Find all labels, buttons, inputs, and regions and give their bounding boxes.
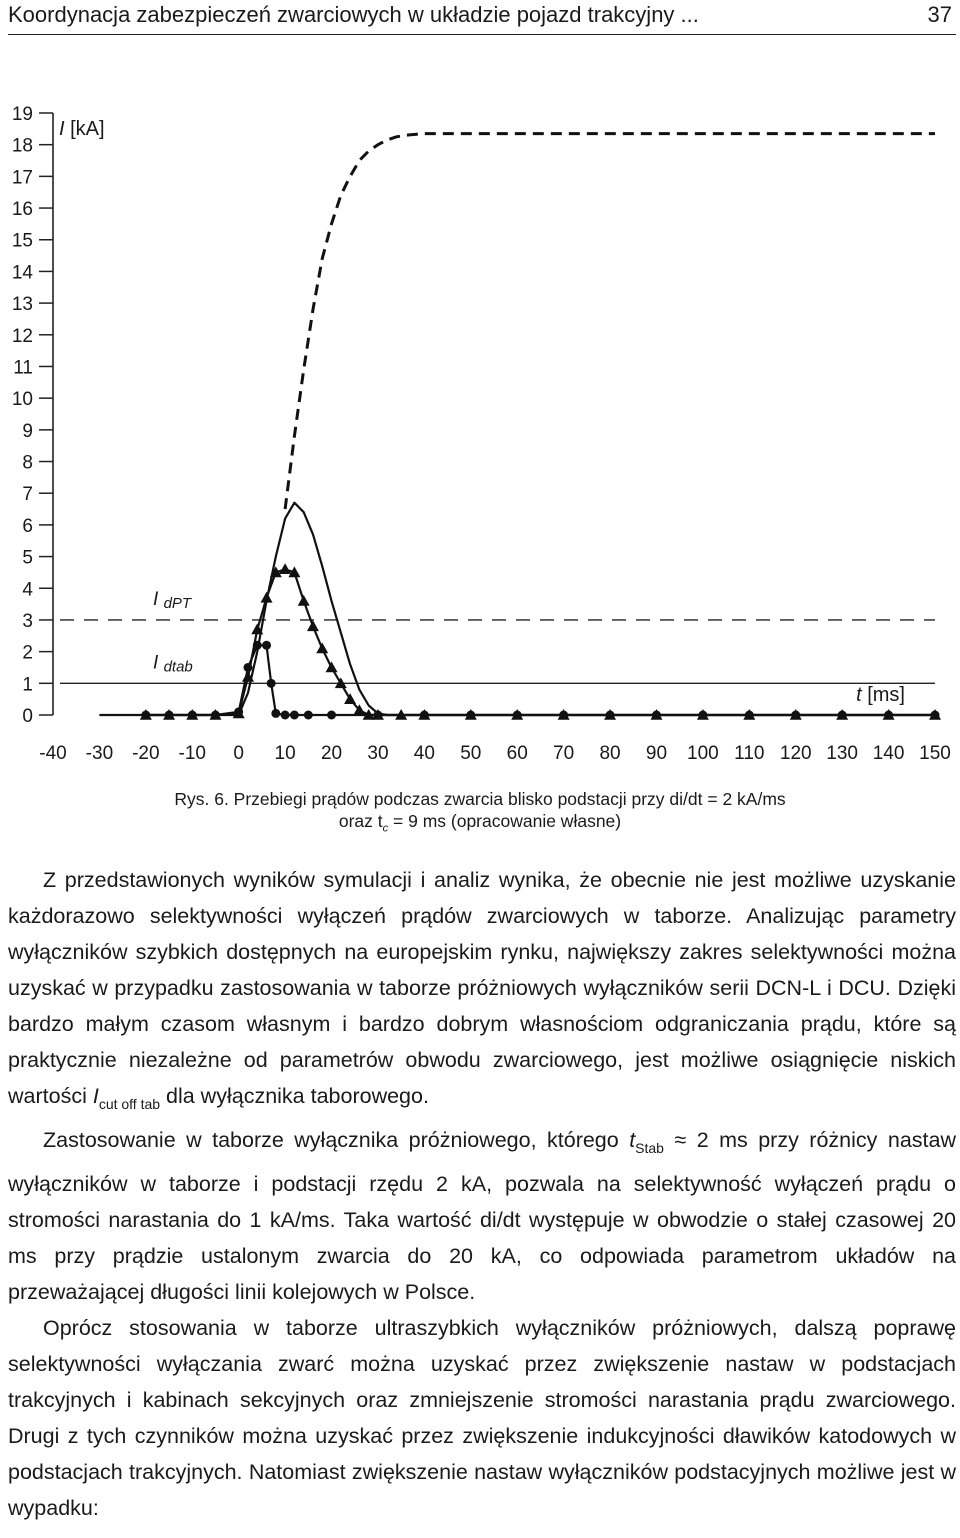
- paragraph-3: Oprócz stosowania w taborze ultraszybkich wyłączników próżniowych, dalszą poprawę selektywności wyłączania zwarć można uzyskać przez zwiększenie nastaw w podstacjach trakcyjnych i kabinach sekcyjnych oraz zmniejszenie stromości narastania prądu zwarciowego. Drugi z tych czynników można uzyskać przez zwiększenie indukcyjności dławików katodowych w podstacjach trakcyjnych. Natomiast zwiększenie nastaw wyłączników podstacyjnych możliwe jest w wypadku:: [8, 1316, 956, 1520]
- paragraph-1-variable: I: [92, 1084, 99, 1108]
- x-tick-label: 120: [779, 743, 812, 764]
- y-tick-label: 13: [11, 294, 33, 316]
- circle-marker: [271, 709, 280, 718]
- paragraph-2-text-b: ≈ 2 ms przy różnicy nastaw wyłączników w taborze i podstacji rzędu 2 kA, pozwala na selektywność wyłączeń prądu o stromości narastania do 1 kA/ms. Taka wartość di/dt występuje w obwodzie o stałej czasowej 20 ms przy prądzie ustalonym zwarcia do 20 kA, co odpowiada parametrom układów na przeważającej długości linii kolejowych w Polsce.: [8, 1128, 956, 1304]
- triangle-marker: [298, 595, 310, 606]
- y-tick-label: 8: [22, 452, 33, 474]
- circle-marker: [838, 711, 847, 720]
- y-tick-label: 7: [22, 484, 33, 506]
- triangle-marker: [344, 693, 356, 704]
- page-number: 37: [927, 2, 952, 27]
- circle-marker: [373, 711, 382, 720]
- paragraph-1-text-b: dla wyłącznika taborowego.: [160, 1084, 429, 1108]
- circle-marker: [791, 711, 800, 720]
- x-tick-label: -20: [132, 743, 160, 764]
- circle-marker: [559, 711, 568, 720]
- paragraph-1-text-a: Z przedstawionych wyników symulacji i analiz wynika, że obecnie nie jest możliwe uzyskanie każdorazowo selektywności wyłączeń prądów zwarciowych w taborze. Analizując parametry wyłączników szybkich dostępnych na europejskim rynku, największy zakres selektywności można uzyskać w przypadku zastosowania w taborze próżniowych wyłączników serii DCN-L i DCU. Dzięki bardzo małym czasom własnym i bardzo dobrym własnościom odgraniczania prądu, które są praktycznie niezależne od parametrów obwodu zwarciowego, jest możliwe osiągnięcie niskich wartości: [8, 868, 956, 1108]
- y-tick-label: 5: [22, 547, 33, 569]
- x-tick-label: 90: [645, 743, 668, 764]
- x-tick-label: 140: [872, 743, 905, 764]
- x-axis-label: t [ms]: [856, 684, 905, 706]
- y-tick-label: 9: [22, 420, 33, 442]
- circle-marker: [141, 711, 150, 720]
- y-tick-label: 6: [22, 515, 33, 537]
- caption-text-b: = 9 ms (opracowanie własne): [388, 811, 622, 831]
- circle-marker: [420, 711, 429, 720]
- y-axis-label: I [kA]: [59, 118, 105, 140]
- circle-marker: [304, 711, 313, 720]
- x-tick-label: 150: [919, 743, 951, 764]
- y-tick-label: 2: [22, 642, 33, 664]
- circle-marker: [165, 711, 174, 720]
- x-tick-label: 100: [687, 743, 719, 764]
- x-tick-label: 40: [413, 743, 435, 764]
- x-tick-label: 110: [734, 743, 765, 764]
- paragraph-2: [8, 1122, 956, 1310]
- paragraph-2-subscript: Stab: [635, 1140, 664, 1156]
- running-header-title: Koordynacja zabezpieczeń zwarciowych w układzie pojazd trakcyjny ...: [8, 2, 699, 27]
- paragraph-1: [8, 862, 956, 1122]
- x-tick-label: 130: [826, 743, 859, 764]
- y-tick-label: 14: [11, 262, 33, 284]
- circle-marker: [234, 707, 243, 716]
- circle-marker: [253, 641, 262, 650]
- y-tick-label: 0: [22, 706, 33, 727]
- x-tick-label: -10: [178, 743, 206, 764]
- x-tick-label: 60: [506, 743, 528, 764]
- y-tick-label: 1: [22, 674, 33, 696]
- x-tick-label: 20: [320, 743, 343, 764]
- running-header: [8, 0, 956, 35]
- paragraph-1-subscript: cut off tab: [98, 1096, 161, 1112]
- series-line-dashed-prospective: [285, 134, 935, 510]
- figure-caption-line-1: Rys. 6. Przebiegi prądów podczas zwarcia blisko podstacji przy di/dt = 2 kA/ms: [174, 789, 786, 809]
- x-tick-label: -40: [39, 743, 67, 764]
- y-tick-label: 18: [11, 135, 33, 157]
- x-tick-label: -30: [85, 743, 114, 764]
- threshold-label-dtab: I dtab: [153, 652, 193, 676]
- circle-marker: [267, 679, 276, 688]
- threshold-label-dPT: I dPT: [153, 588, 192, 612]
- circle-marker: [931, 711, 940, 720]
- x-tick-label: 30: [367, 743, 389, 764]
- y-tick-label: 11: [13, 357, 33, 379]
- caption-subscript: c: [382, 822, 389, 835]
- triangle-marker: [316, 642, 328, 653]
- y-tick-label: 15: [11, 230, 33, 252]
- y-tick-label: 19: [11, 104, 33, 125]
- x-tick-label: 10: [274, 743, 296, 764]
- triangle-marker: [279, 563, 291, 574]
- circle-marker: [211, 711, 220, 720]
- circle-marker: [652, 711, 661, 720]
- x-tick-label: 0: [233, 743, 244, 764]
- circle-marker: [243, 663, 252, 672]
- circle-marker: [513, 711, 522, 720]
- triangle-marker: [307, 620, 319, 631]
- y-tick-label: 4: [22, 579, 33, 601]
- circle-marker: [884, 711, 893, 720]
- y-tick-label: 3: [22, 610, 33, 632]
- y-tick-label: 10: [11, 389, 33, 411]
- body-text: [8, 862, 956, 1526]
- current-waveform-chart: [0, 90, 960, 780]
- x-tick-label: 70: [553, 743, 575, 764]
- triangle-marker: [261, 592, 273, 603]
- x-tick-label: 50: [460, 743, 482, 764]
- caption-text-a: oraz t: [338, 811, 383, 831]
- circle-marker: [188, 711, 197, 720]
- circle-marker: [290, 711, 299, 720]
- circle-marker: [327, 711, 336, 720]
- circle-marker: [466, 711, 475, 720]
- paragraph-2-text-a: Zastosowanie w taborze wyłącznika próżniowego, którego: [43, 1128, 630, 1152]
- y-tick-label: 12: [11, 325, 33, 347]
- circle-marker: [698, 711, 707, 720]
- paragraph-2-variable: t: [629, 1128, 636, 1152]
- circle-marker: [606, 711, 615, 720]
- circle-marker: [281, 711, 290, 720]
- y-tick-label: 17: [11, 167, 33, 189]
- series-line-circle: [146, 645, 935, 715]
- triangle-marker: [326, 661, 338, 672]
- y-tick-label: 16: [11, 199, 33, 221]
- circle-marker: [262, 641, 271, 650]
- x-tick-label: 80: [599, 743, 621, 764]
- circle-marker: [745, 711, 754, 720]
- figure-caption: [0, 788, 960, 840]
- figure-caption-line-2: [0, 810, 960, 840]
